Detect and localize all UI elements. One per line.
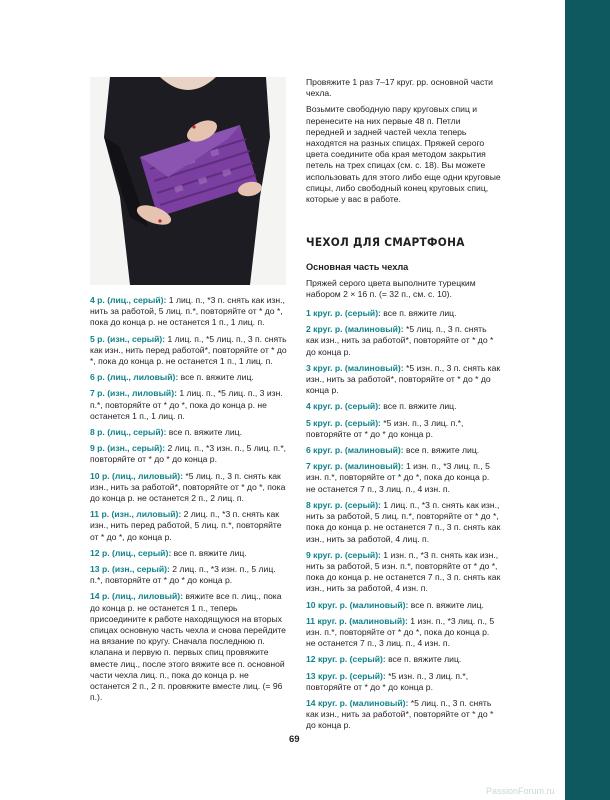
- instruction-row: [306, 500, 501, 545]
- row-text: 2 лиц. п., *3 п. снять как изн., нить перед работой, 5 лиц. п.*, повторяйте от * до *, до конца р.: [90, 509, 282, 542]
- instruction-row: [306, 461, 501, 495]
- row-text: *5 изн. п., 3 лиц. п.*, повторяйте от * до * до конца р.: [306, 670, 469, 692]
- row-text: *5 лиц. п., 3 п. снять как изн., нить за работой*, повторяйте от * до * до конца р.: [306, 324, 494, 357]
- row-label: 7 круг. р. (малиновый):: [306, 461, 404, 472]
- row-label: 14 р. (лиц., лиловый):: [90, 591, 183, 602]
- intro-paragraph-1: Провяжите 1 раз 7–17 круг. рр. основной части чехла.: [306, 77, 493, 99]
- row-text: 1 изн. п., *3 лиц. п., 5 изн. п.*, повторяйте от * до *, пока до конца р. не останется 7 п., 3 лиц. п., 4 изн. п.: [306, 461, 490, 494]
- row-label: 4 р. (лиц., серый):: [90, 295, 167, 305]
- intro-paragraph-2: Возьмите свободную пару круговых спиц и перенесите на них первые 48 п. Петли передней и задней частей чехла теперь находятся на разных спицах. Пряжей серого цвета соедините оба края методом закрытия петель на трех спицах (см. с. 18). Вы можете использовать для этого либо еще одни круговые спицы, либо свободный конец круговых спиц, которые у вас в работе.: [306, 104, 501, 205]
- row-text: 1 изн. п., *3 лиц. п., 5 изн. п.*, повторяйте от * до *, пока до конца р. не останется 7 п., 3 лиц. п., 4 изн. п.: [306, 615, 495, 649]
- row-label: 12 круг. р. (серый):: [306, 654, 386, 665]
- row-text: *5 лиц. п., 3 п. снять как изн., нить за работой*, повторяйте от * до *, пока до конца р. не останется 2 п., 2 лиц. п.: [90, 470, 286, 504]
- row-label: 11 р. (изн., лиловый):: [90, 509, 182, 520]
- instruction-row: [90, 427, 290, 438]
- right-column: [306, 77, 501, 737]
- instruction-row: [90, 334, 290, 368]
- watermark: PassionForum.ru: [486, 786, 555, 796]
- instruction-row: [90, 443, 290, 465]
- row-text: вяжите все п. лиц., пока до конца р. не останется 1 п., теперь присоедините к работе находящуюся на вторых спицах основную часть чехла и снова перейдите на вязание по кругу. Сначала последнюю п. клапана и первую п. первых спиц провяжите вместе лиц., после этого вяжите все п. основной части чехла лиц. п., пока до конца р. не останется 2 п., 2 п. провяжите вместе лиц. (= 96 п.).: [90, 591, 286, 703]
- instruction-row: [306, 363, 501, 397]
- row-text: 1 лиц. п., *3 п. снять как изн., нить за работой, 5 лиц. п.*, повторяйте от * до *, пока до конца р. не останется 1 п., 1 лиц. п.: [90, 295, 285, 328]
- row-label: 8 круг. р. (серый):: [306, 499, 381, 510]
- instruction-row: [306, 600, 501, 611]
- instruction-row: [306, 654, 501, 665]
- side-color-stripe: [565, 0, 610, 800]
- right-rows: [306, 308, 501, 732]
- instruction-row: [90, 295, 290, 329]
- subsection-intro: Пряжей серого цвета выполните турецким набором 2 × 16 п. (= 32 п., см. с. 10).: [306, 277, 476, 299]
- section-title: ЧЕХОЛ ДЛЯ СМАРТФОНА: [306, 235, 465, 250]
- row-label: 1 круг. р. (серый):: [306, 308, 381, 319]
- row-label: 13 р. (изн., серый):: [90, 564, 170, 575]
- row-text: 2 лиц. п., *3 изн. п., 5 лиц. п.*, повторяйте от * до * до конца р.: [90, 564, 276, 586]
- row-label: 2 круг. р. (малиновый):: [306, 324, 404, 335]
- row-label: 7 р. (изн., лиловый):: [90, 388, 177, 399]
- clutch-illustration: [90, 77, 286, 285]
- instruction-row: [306, 698, 501, 732]
- row-text: все п. вяжите лиц.: [171, 547, 247, 558]
- row-label: 6 р. (лиц., лиловый):: [90, 372, 179, 383]
- row-label: 9 р. (изн., серый):: [90, 443, 166, 454]
- instruction-row: [306, 445, 501, 456]
- row-text: все п. вяжите лиц.: [385, 654, 462, 665]
- row-label: 8 р. (лиц., серый):: [90, 427, 167, 438]
- row-text: все п. вяжите лиц.: [408, 599, 484, 610]
- row-text: 2 лиц. п., *3 изн. п., 5 лиц. п.*, повторяйте от * до * до конца р.: [90, 443, 287, 465]
- row-text: все п. вяжите лиц.: [380, 401, 457, 412]
- page-number: 69: [289, 734, 300, 745]
- instruction-row: [90, 509, 290, 543]
- knitted-clutch-photo: [90, 77, 286, 285]
- row-text: 1 изн. п., *3 п. снять как изн., нить за работой, 5 изн. п.*, повторяйте от * до *, пока до конца р. не останется 7 п., 3 п. снять как изн., нить за работой, 4 изн. п.: [306, 549, 501, 594]
- row-label: 4 круг. р. (серый):: [306, 401, 381, 412]
- instruction-row: [306, 308, 501, 319]
- left-column: [90, 295, 290, 709]
- row-label: 5 круг. р. (серый):: [306, 417, 381, 428]
- instruction-row: [90, 548, 290, 559]
- row-label: 13 круг. р. (серый):: [306, 670, 386, 681]
- row-text: 1 лиц. п., *5 лиц. п., 3 изн. п.*, повторяйте от * до *, пока до конца р. не останется 1 п., 1 лиц. п.: [90, 388, 283, 421]
- row-text: *5 изн. п., 3 п. снять как изн., нить за работой*, повторяйте от * до * до конца р.: [306, 362, 501, 396]
- row-label: 9 круг. р. (серый):: [306, 549, 381, 560]
- row-text: все п. вяжите лиц.: [166, 427, 242, 438]
- row-label: 5 р. (изн., серый):: [90, 333, 166, 344]
- row-label: 14 круг. р. (малиновый):: [306, 697, 409, 708]
- row-text: 1 лиц. п., *3 п. снять как изн., нить за работой, 5 лиц. п.*, повторяйте от * до *, пока до конца р. не останется 7 п., 3 п. снять как изн., нить за работой, 4 лиц. п.: [306, 499, 501, 544]
- row-text: *5 изн. п., 3 лиц. п.*, повторяйте от * до * до конца р.: [306, 417, 464, 439]
- instruction-row: [306, 671, 501, 693]
- instruction-row: [90, 471, 290, 505]
- instruction-row: [306, 418, 501, 440]
- subsection-title: Основная часть чехла: [306, 262, 409, 273]
- instruction-row: [90, 388, 290, 422]
- instruction-row: [90, 591, 290, 703]
- row-label: 6 круг. р. (малиновый):: [306, 445, 404, 456]
- instruction-row: [306, 401, 501, 412]
- row-text: все п. вяжите лиц.: [380, 308, 457, 319]
- row-text: 1 лиц. п., *5 лиц. п., 3 п. снять как изн., нить перед работой*, повторяйте от * до *, пока до конца р. не останется 1 п., 1 лиц. п.: [90, 333, 287, 367]
- row-label: 10 р. (лиц., лиловый):: [90, 470, 183, 481]
- row-label: 11 круг. р. (малиновый):: [306, 615, 408, 626]
- row-label: 12 р. (лиц., серый):: [90, 547, 172, 558]
- row-text: *5 лиц. п., 3 п. снять как изн., нить за работой*, повторяйте от * до * до конца р.: [306, 697, 494, 731]
- row-label: 10 круг. р. (малиновый):: [306, 599, 409, 610]
- instruction-row: [306, 616, 501, 650]
- instruction-row: [306, 550, 501, 595]
- instruction-row: [90, 372, 290, 383]
- instruction-row: [306, 324, 501, 358]
- row-text: все п. вяжите лиц.: [403, 445, 480, 456]
- row-text: все п. вяжите лиц.: [178, 372, 254, 383]
- row-label: 3 круг. р. (малиновый):: [306, 362, 404, 373]
- instruction-row: [90, 564, 290, 586]
